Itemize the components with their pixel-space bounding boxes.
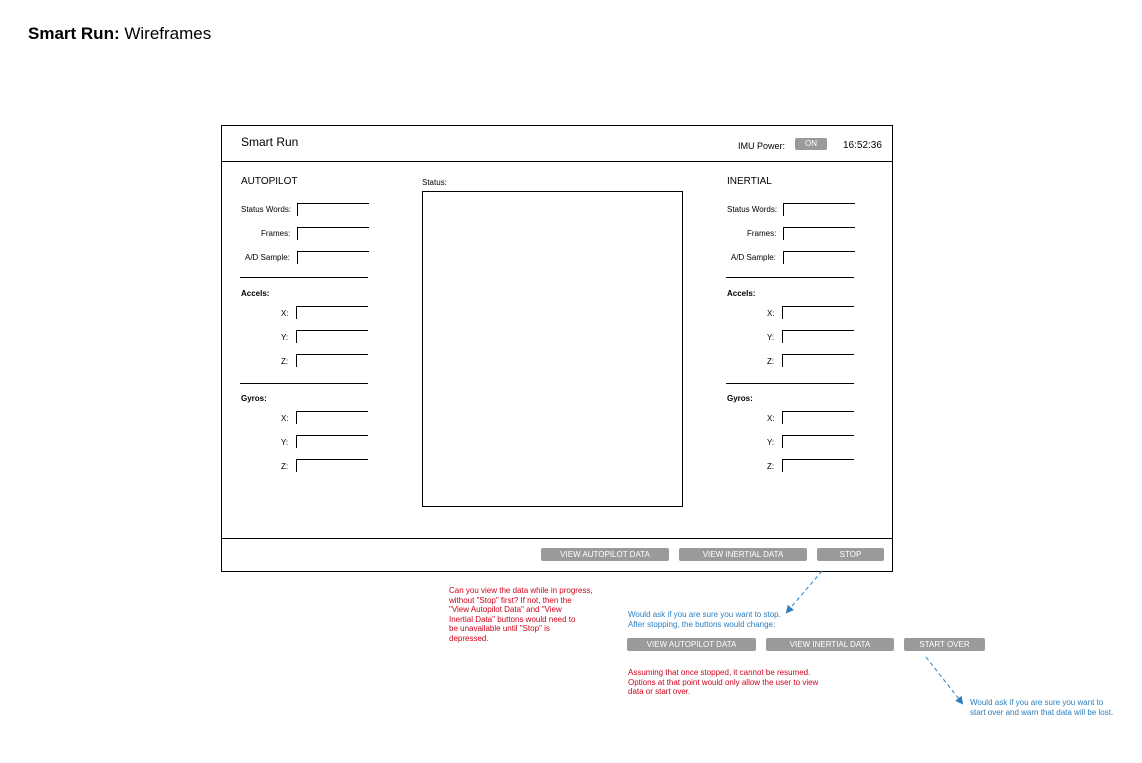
start-over-button[interactable]: START OVER [904, 638, 985, 651]
inertial-gyro-y-label: Y: [767, 438, 775, 447]
note-line: depressed. [449, 633, 489, 643]
note-line: Assuming that once stopped, it cannot be resumed. [628, 668, 811, 677]
note-line: Can you view the data while in progress, [449, 586, 593, 595]
autopilot-gyro-x-label: X: [281, 414, 289, 423]
clock: 16:52:36 [843, 140, 882, 151]
autopilot-frames-label: Frames: [261, 229, 291, 238]
inertial-gyros-label: Gyros: [727, 394, 753, 403]
view-inertial-data-button[interactable]: VIEW INERTIAL DATA [679, 548, 807, 561]
imu-power-toggle[interactable]: ON [795, 138, 827, 150]
start-over-arrow [926, 657, 962, 703]
autopilot-ad-sample-label: A/D Sample: [245, 253, 290, 262]
note-line: Options at that point would only allow the user to view [628, 677, 819, 687]
note-line: Would ask if you are sure you want to [970, 698, 1104, 707]
stop-button[interactable]: STOP [817, 548, 884, 561]
status-label: Status: [422, 178, 447, 187]
note-line: start over and warn that data will be lost. [970, 707, 1114, 717]
inertial-gyro-x-label: X: [767, 414, 775, 423]
autopilot-gyros-label: Gyros: [241, 394, 267, 403]
autopilot-gyro-z-label: Z: [281, 462, 289, 471]
note-line: After stopping, the buttons would change: [628, 619, 776, 629]
note-line: Inertial Data" buttons would need to [449, 614, 576, 624]
autopilot-gyro-y-label: Y: [281, 438, 289, 447]
note-line: "View Autopilot Data" and "View [449, 605, 562, 615]
note-line: Would ask if you are sure you want to stop. [628, 610, 781, 619]
note-line: data or start over. [628, 687, 691, 697]
inertial-ad-sample-label: A/D Sample: [731, 253, 776, 262]
inertial-gyro-z-label: Z: [767, 462, 775, 471]
imu-power-label: IMU Power: [738, 141, 786, 151]
inertial-frames-label: Frames: [747, 229, 777, 238]
view-autopilot-data-button[interactable]: VIEW AUTOPILOT DATA [541, 548, 669, 561]
document-title-rest: Wireframes [124, 24, 212, 43]
autopilot-heading: AUTOPILOT [241, 176, 298, 187]
inertial-status-words-label: Status Words: [727, 205, 778, 214]
after-stop-view-autopilot-data-button[interactable]: VIEW AUTOPILOT DATA [627, 638, 756, 651]
autopilot-accel-z-label: Z: [281, 357, 289, 366]
inertial-accels-label: Accels: [727, 289, 756, 298]
document-title-bold: Smart Run: [28, 24, 120, 43]
inertial-heading: INERTIAL [727, 176, 772, 187]
inertial-accel-z-label: Z: [767, 357, 775, 366]
stop-arrow [787, 571, 822, 612]
after-stop-view-inertial-data-button[interactable]: VIEW INERTIAL DATA [766, 638, 894, 651]
note-line: be unavailable until "Stop" is [449, 624, 550, 634]
note-line: without "Stop" first? If not, then the [449, 595, 572, 605]
autopilot-accels-label: Accels: [241, 289, 270, 298]
autopilot-accel-y-label: Y: [281, 333, 289, 342]
autopilot-status-words-label: Status Words: [241, 205, 292, 214]
inertial-accel-x-label: X: [767, 309, 775, 318]
inertial-accel-y-label: Y: [767, 333, 775, 342]
autopilot-accel-x-label: X: [281, 309, 289, 318]
app-title: Smart Run [241, 135, 299, 149]
